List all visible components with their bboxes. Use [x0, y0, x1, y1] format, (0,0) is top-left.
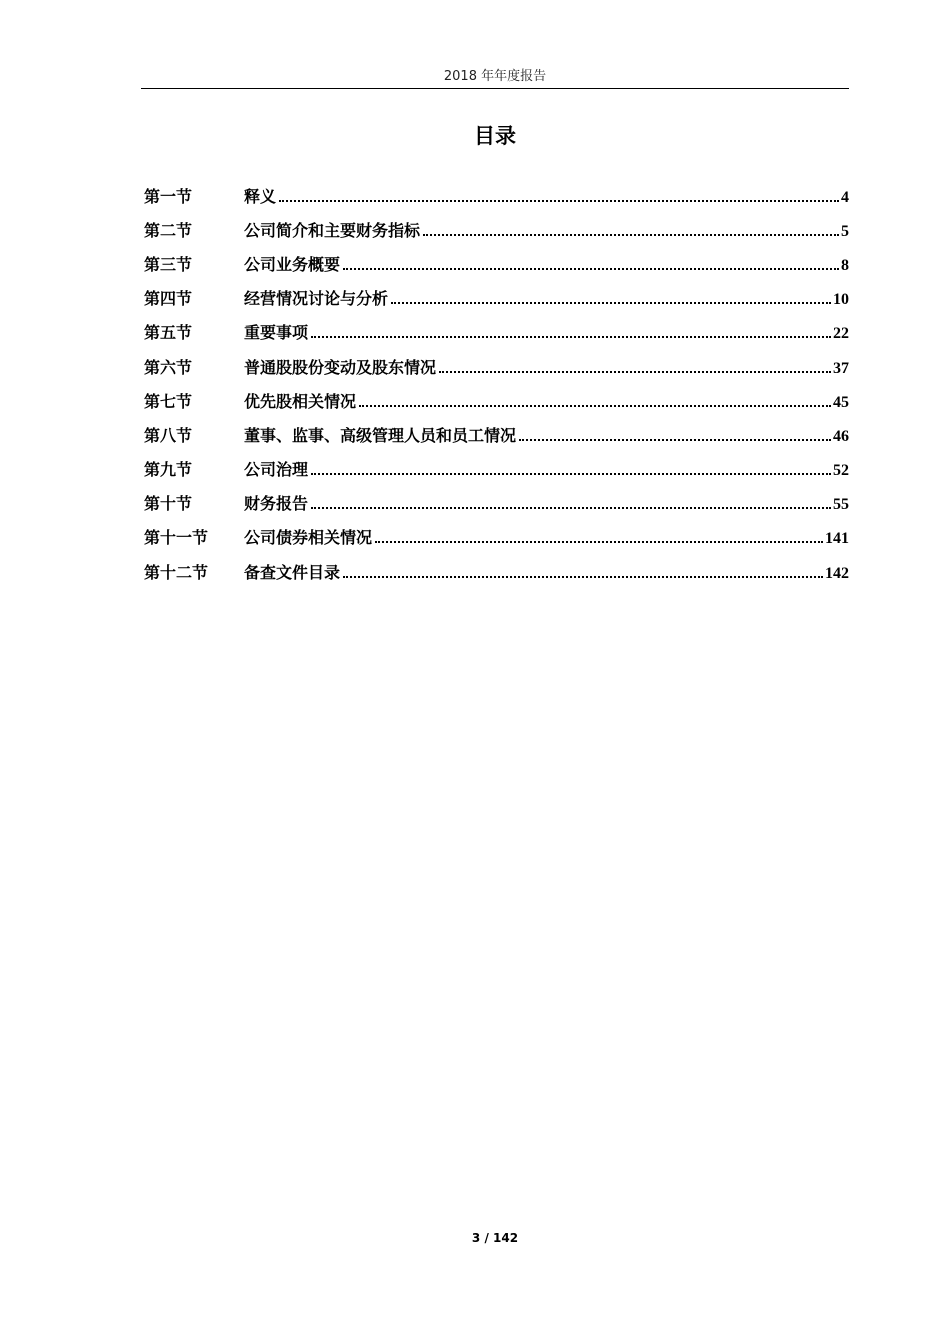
- toc-page-number: 142: [825, 564, 849, 582]
- toc-entry[interactable]: [144, 349, 849, 383]
- toc-entry-title: 董事、监事、高级管理人员和员工情况: [244, 425, 517, 445]
- toc-section-number: 第五节: [144, 323, 193, 343]
- dot-leader: [343, 268, 839, 270]
- toc-page-number: 5: [841, 222, 849, 240]
- dot-leader: [391, 302, 831, 304]
- toc-entry-body: [244, 355, 849, 378]
- toc-entry-body: [244, 286, 849, 309]
- toc-entry-title: 释义: [244, 186, 277, 206]
- toc-entry-title: 重要事项: [244, 323, 309, 343]
- toc-entry[interactable]: [144, 281, 849, 315]
- toc-entry[interactable]: [144, 486, 849, 520]
- dot-leader: [359, 405, 831, 407]
- dot-leader: [311, 336, 831, 338]
- toc-entry[interactable]: [144, 246, 849, 280]
- dot-leader: [279, 200, 839, 202]
- toc-page-number: 52: [833, 462, 849, 480]
- dot-leader: [423, 234, 839, 236]
- toc-page-number: 22: [833, 325, 849, 343]
- dot-leader: [519, 439, 831, 441]
- toc-section-number: 第九节: [144, 460, 193, 480]
- toc-entry-body: [244, 389, 849, 412]
- toc-page-number: 10: [833, 291, 849, 309]
- toc-page-number: 8: [841, 256, 849, 274]
- toc-entry[interactable]: [144, 417, 849, 451]
- dot-leader: [375, 541, 823, 543]
- toc-entry-title: 财务报告: [244, 494, 309, 514]
- toc-entry-title: 经营情况讨论与分析: [244, 289, 389, 309]
- toc-section-number: 第一节: [144, 186, 193, 206]
- toc-entry-body: [244, 320, 849, 343]
- toc-section-number: 第四节: [144, 289, 193, 309]
- toc-section-number: 第八节: [144, 425, 193, 445]
- toc-section-number: 第十一节: [144, 528, 209, 548]
- toc-entry-title: 普通股股份变动及股东情况: [244, 357, 437, 377]
- toc-section-number: 第十节: [144, 494, 193, 514]
- toc-page-number: 55: [833, 496, 849, 514]
- toc-section-number: 第二节: [144, 220, 193, 240]
- toc-entry[interactable]: [144, 212, 849, 246]
- toc-entry[interactable]: [144, 383, 849, 417]
- toc-section-number: 第七节: [144, 391, 193, 411]
- dot-leader: [311, 507, 831, 509]
- toc-entry-body: [244, 218, 849, 241]
- page-header: 2018 年年度报告: [141, 66, 849, 89]
- toc-page-number: 46: [833, 427, 849, 445]
- dot-leader: [343, 576, 823, 578]
- toc-page-number: 4: [841, 188, 849, 206]
- toc-entry-title: 公司简介和主要财务指标: [244, 220, 421, 240]
- toc-entry[interactable]: [144, 178, 849, 212]
- toc-page-number: 37: [833, 359, 849, 377]
- page-title: 目录: [474, 124, 516, 148]
- toc-section-number: 第六节: [144, 357, 193, 377]
- toc-entry-body: [244, 560, 849, 583]
- page-number-footer: 3 / 142: [471, 1231, 519, 1245]
- toc-entry-title: 公司业务概要: [244, 254, 341, 274]
- dot-leader: [311, 473, 831, 475]
- toc-entry-body: [244, 184, 849, 207]
- toc-page-number: 45: [833, 393, 849, 411]
- toc-entry-body: [244, 525, 849, 548]
- toc-entry-title: 优先股相关情况: [244, 391, 357, 411]
- toc-entry[interactable]: [144, 452, 849, 486]
- toc-section-number: 第十二节: [144, 562, 209, 582]
- toc-entry[interactable]: [144, 520, 849, 554]
- toc-entry-title: 公司债券相关情况: [244, 528, 373, 548]
- toc-entry-body: [244, 423, 849, 446]
- toc-entry-body: [244, 457, 849, 480]
- toc-page-number: 141: [825, 530, 849, 548]
- dot-leader: [439, 371, 831, 373]
- table-of-contents: [144, 178, 849, 588]
- toc-entry-title: 备查文件目录: [244, 562, 341, 582]
- toc-section-number: 第三节: [144, 254, 193, 274]
- toc-entry-body: [244, 491, 849, 514]
- toc-entry[interactable]: [144, 315, 849, 349]
- toc-entry-title: 公司治理: [244, 460, 309, 480]
- toc-entry[interactable]: [144, 554, 849, 588]
- toc-entry-body: [244, 252, 849, 275]
